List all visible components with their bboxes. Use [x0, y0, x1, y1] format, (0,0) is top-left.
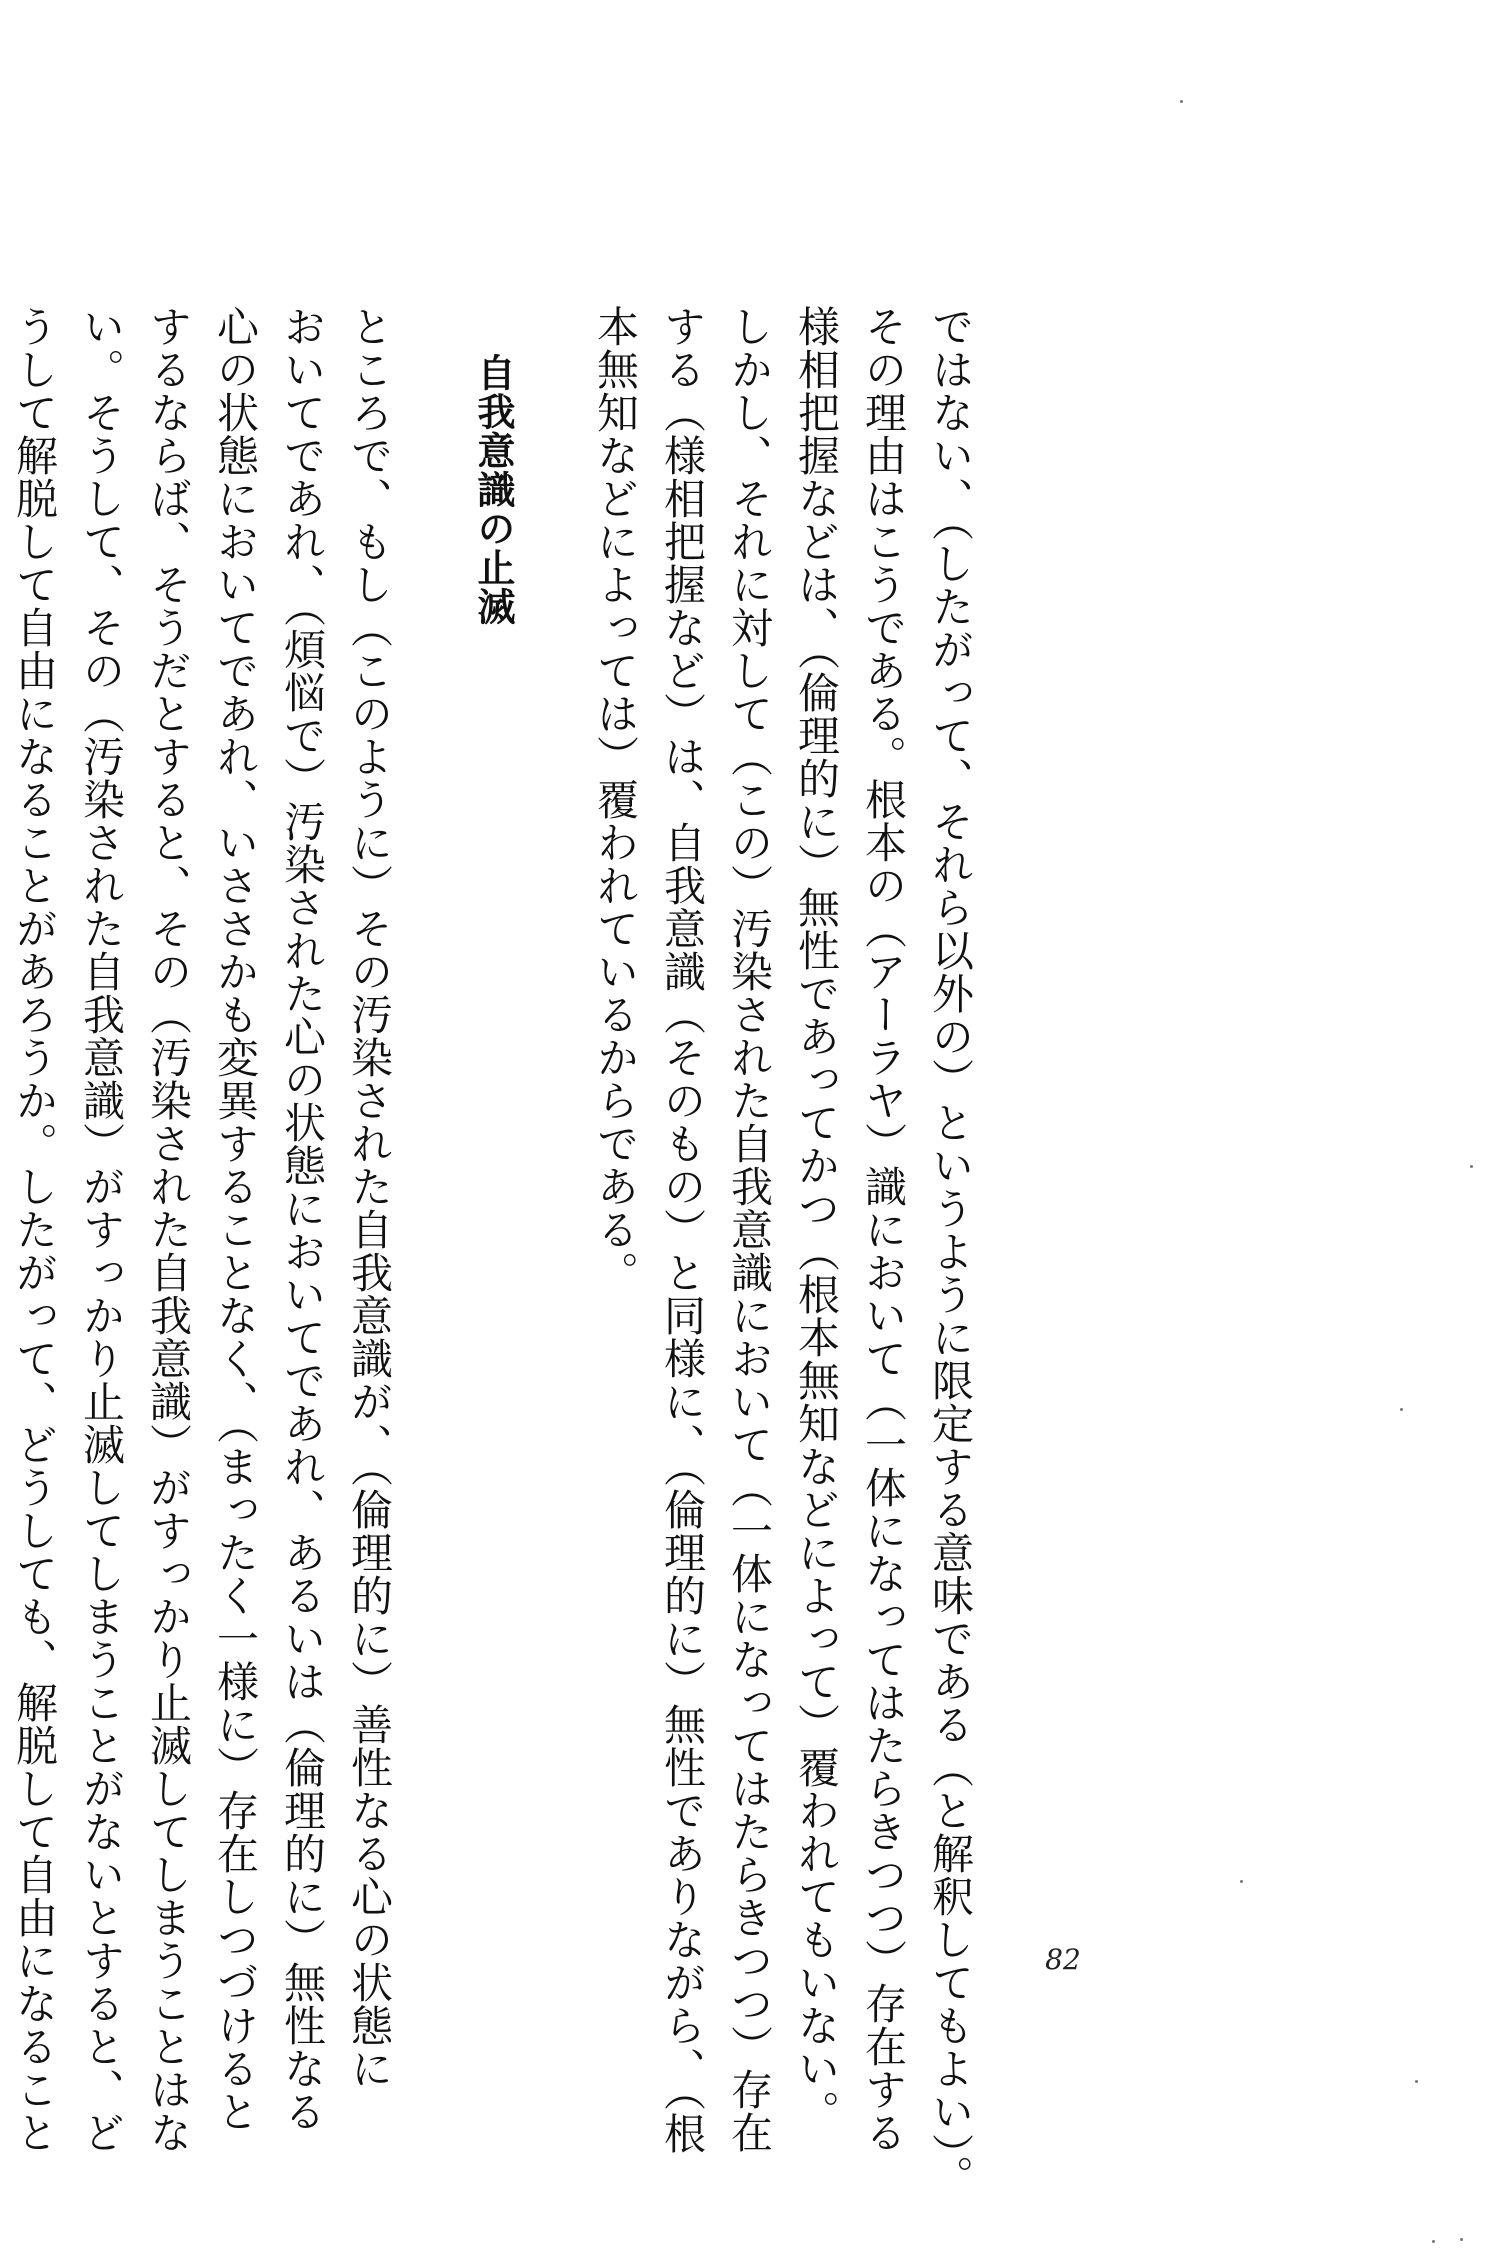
text-column: おいてであれ、（煩悩で）汚染された心の状態においてであれ、あるいは（倫理的に）無性なる — [278, 305, 327, 2133]
text-column: しかし、それに対して（この）汚染された自我意識において（一体になってはたらきつつ）存在 — [725, 305, 774, 2154]
vertical-text-body — [10, 305, 984, 2198]
scan-speck — [1180, 100, 1183, 103]
scan-speck — [1240, 1880, 1243, 1883]
scan-speck — [1400, 1408, 1403, 1411]
text-column: する（様相把握など）は、自我意識（そのもの）と同様に、（倫理的に）無性でありながら、（根 — [658, 305, 707, 2155]
section-heading: 自我意識の止滅 — [471, 353, 515, 626]
text-column — [0, 305, 1, 1905]
scan-speck — [1460, 2238, 1463, 2241]
scan-speck — [1470, 1165, 1473, 1168]
text-column: その理由はこうである。根本の（アーラヤ）識において（一体になってはたらきつつ）存在する — [859, 305, 908, 2154]
text-column: 心の状態においてであれ、いささかも変異することなく、（まったく一様に）存在しつづけると — [211, 305, 260, 2133]
scan-speck — [1415, 2080, 1418, 2083]
text-column: ところで、もし（このように）その汚染された自我意識が、（倫理的に）善性なる心の状態に — [345, 305, 394, 2090]
text-column: い。そうして、その（汚染された自我意識）がすっかり止滅してしまうことがないとすると、ど — [77, 305, 126, 2154]
text-column: するならば、そうだとすると、その（汚染された自我意識）がすっかり止滅してしまうことはな — [144, 305, 193, 2154]
text-column: うして解脱して自由になることがあろうか。したがって、どうしても、解脱して自由になること — [10, 305, 59, 2154]
text-column: ではない、（したがって、それら以外の）というように限定する意味である（と解釈してもよい）。 — [926, 305, 975, 2198]
page-number: 82 — [1045, 1943, 1081, 1976]
text-column: 様相把握などは、（倫理的に）無性であってかつ（根本無知などによって）覆われてもいない。 — [792, 305, 841, 2133]
text-column: 本無知などによっては）覆われているからである。 — [591, 305, 640, 1294]
scan-speck — [1432, 2240, 1435, 2243]
